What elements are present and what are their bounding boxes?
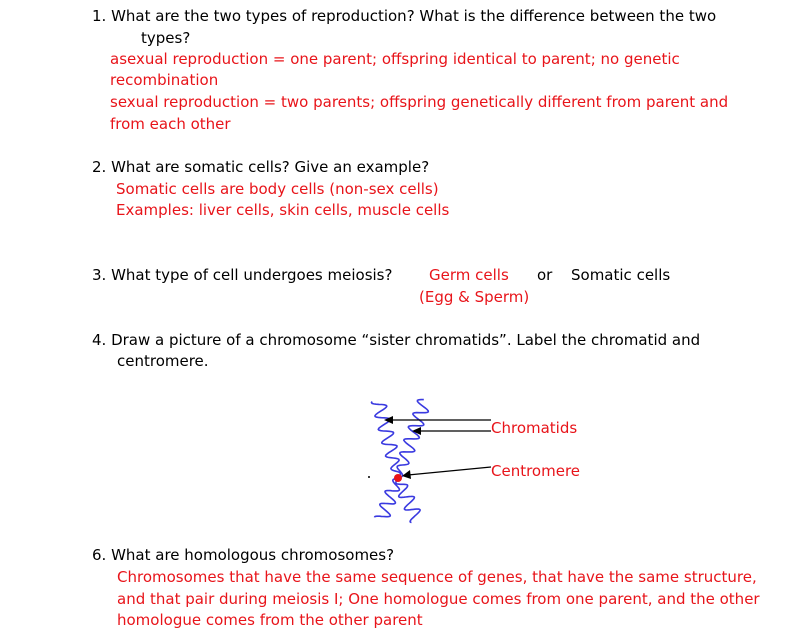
q3-option-germ-note: (Egg & Sperm) [419, 288, 530, 306]
arrow-head-icon [402, 470, 411, 479]
centromere-dot [394, 474, 402, 482]
q1-answer-line: sexual reproduction = two parents; offspring genetically different from parent and [110, 93, 729, 111]
q1-question-line1: 1. What are the two types of reproduction? What is the difference between the two [92, 7, 717, 25]
arrow-centromere [408, 467, 491, 475]
q4-question-line2: centromere. [117, 352, 209, 370]
q1-answer-line: recombination [110, 71, 219, 89]
q3-or: or [537, 266, 553, 284]
label-chromatids: Chromatids [491, 419, 578, 437]
chromatid-arm [372, 402, 401, 479]
q3-option-germ: Germ cells [429, 266, 509, 284]
q2-question: 2. What are somatic cells? Give an example? [92, 158, 430, 176]
q1-question-line2: types? [141, 29, 191, 47]
label-arrows [384, 416, 491, 479]
chromatid-arm [396, 478, 420, 523]
stray-dot [368, 476, 370, 478]
q4-question-line1: 4. Draw a picture of a chromosome “sister chromatids”. Label the chromatid and [92, 331, 701, 349]
q1-answer-line: asexual reproduction = one parent; offspring identical to parent; no genetic [110, 50, 680, 68]
q6-answer-line: Chromosomes that have the same sequence of genes, that have the same structure, [117, 568, 757, 586]
chromatid-arm [397, 400, 428, 478]
q3-question: 3. What type of cell undergoes meiosis? [92, 266, 393, 284]
q1-answer-line: from each other [110, 115, 231, 133]
chromosome-icon [372, 400, 429, 523]
label-centromere: Centromere [491, 462, 581, 480]
q6-question: 6. What are homologous chromosomes? [92, 546, 395, 564]
q6-answer-line: and that pair during meiosis I; One homologue comes from one parent, and the other [117, 590, 760, 608]
q3-option-somatic: Somatic cells [571, 266, 671, 284]
q6-answer-line: homologue comes from the other parent [117, 611, 423, 629]
q2-answer-line: Somatic cells are body cells (non-sex cells) [116, 180, 439, 198]
q2-answer-line: Examples: liver cells, skin cells, muscle cells [116, 201, 450, 219]
